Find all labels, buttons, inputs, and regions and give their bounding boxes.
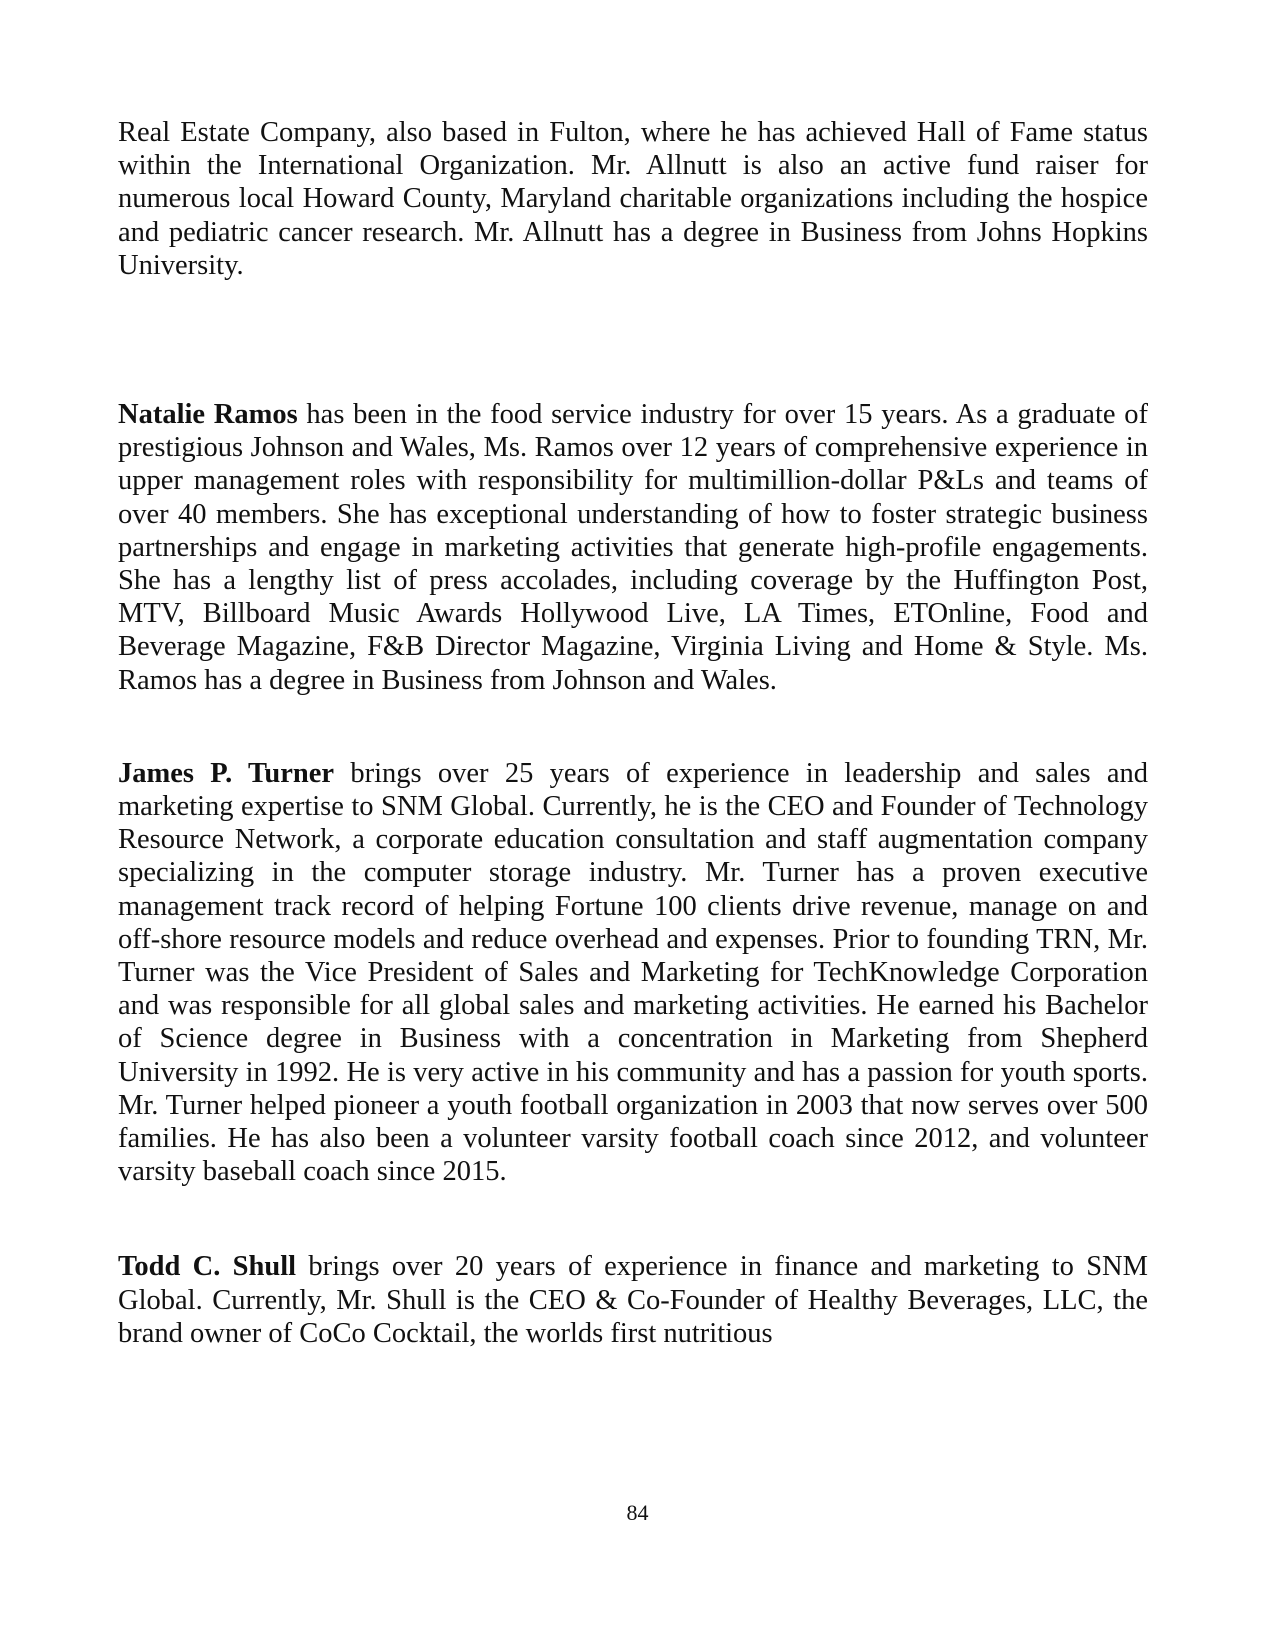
bio-paragraph-ramos [118, 398, 1148, 697]
bio-text: Real Estate Company, also based in Fulton, where he has achieved Hall of Fame status within the International Organization. Mr. Allnutt is also an active fund raiser for numerous local Howard County, Maryland charitable organizations including the hospice and pediatric cancer research. Mr. Allnutt has a degree in Business from Johns Hopkins University. [118, 117, 1148, 281]
bio-name: Todd C. Shull [118, 1251, 297, 1283]
bio-text: brings over 20 years of experience in finance and marketing to SNM Global. Currently, Mr. Shull is the CEO & Co-Founder of Healthy Beverages, LLC, the brand owner of CoCo Cocktail, the worlds first nutritious [118, 1251, 1148, 1349]
bio-text: brings over 25 years of experience in leadership and sales and marketing expertise to SNM Global. Currently, he is the CEO and Founder of Technology Resource Network, a corporate education consultation and staff augmentation company specializing in the computer storage industry. Mr. Turner has a proven executive management track record of helping Fortune 100 clients drive revenue, manage on and off-shore resource models and reduce overhead and expenses. Prior to founding TRN, Mr. Turner was the Vice President of Sales and Marketing for TechKnowledge Corporation and was responsible for all global sales and marketing activities. He earned his Bachelor of Science degree in Business with a concentration in Marketing from Shepherd University in 1992. He is very active in his community and has a passion for youth sports. Mr. Turner helped pioneer a youth football organization in 2003 that now serves over 500 families. He has also been a volunteer varsity football coach since 2012, and volunteer varsity baseball coach since 2015. [118, 757, 1148, 1188]
page-number: 84 [626, 1500, 649, 1525]
bio-text: has been in the food service industry for over 15 years. As a graduate of prestigious Johnson and Wales, Ms. Ramos over 12 years of comprehensive experience in upper management roles with responsibility for multimillion-dollar P&Ls and teams of over 40 members. She has exceptional understanding of how to foster strategic business partnerships and engage in marketing activities that generate high-profile engagements. She has a lengthy list of press accolades, including coverage by the Huffington Post, MTV, Billboard Music Awards Hollywood Live, LA Times, ETOnline, Food and Beverage Magazine, F&B Director Magazine, Virginia Living and Home & Style. Ms. Ramos has a degree in Business from Johnson and Wales. [118, 399, 1148, 696]
bio-paragraph-shull [118, 1250, 1148, 1350]
bio-paragraph-allnutt [118, 116, 1148, 282]
bio-name: James P. Turner [118, 757, 335, 789]
bio-paragraph-turner [118, 757, 1148, 1189]
document-page [118, 116, 1148, 1350]
bio-name: Natalie Ramos [118, 399, 298, 431]
